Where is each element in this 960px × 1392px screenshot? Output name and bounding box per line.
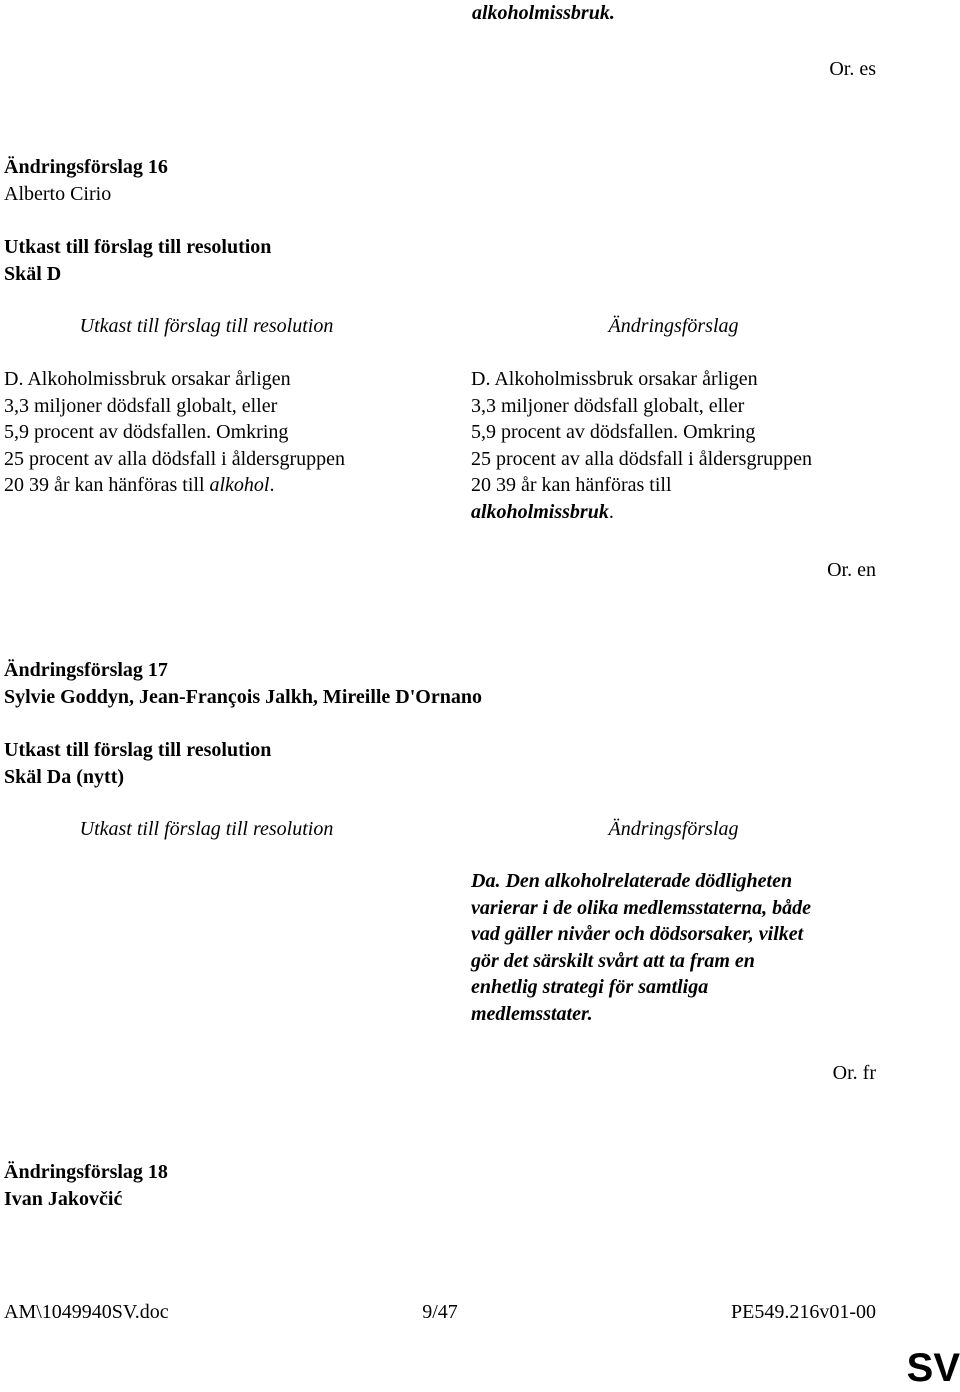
amendment-16-left-column-header: Utkast till förslag till resolution xyxy=(79,315,334,337)
footer-language-code: SV xyxy=(906,1346,960,1390)
amendment-17-heading: Ändringsförslag 17 xyxy=(4,659,168,681)
amendment-17-amended-text: Da. Den alkoholrelaterade dödligheten varierar i de olika medlemsstaterna, både vad gäller nivåer och dödsorsaker, vilket gör det särskilt svårt att ta fram en enhetlig strategi för samtliga medlemsstater. xyxy=(471,870,811,1025)
original-language-en: Or. en xyxy=(827,559,876,581)
amendment-17-reference: Skäl Da (nytt) xyxy=(4,766,125,788)
carryover-text: alkoholmissbruk. xyxy=(472,2,615,24)
footer-document-reference: AM\1049940SV.doc xyxy=(4,1301,169,1323)
amendment-16-document: Utkast till förslag till resolution xyxy=(4,236,272,258)
footer-pe-reference: PE549.216v01-00 xyxy=(731,1301,876,1323)
amendment-18-author: Ivan Jakovčić xyxy=(4,1188,123,1210)
amendment-17-right-column-header: Ändringsförslag xyxy=(608,818,739,840)
amendment-18-heading: Ändringsförslag 18 xyxy=(4,1161,168,1183)
amendment-16-original-text: D. Alkoholmissbruk orsakar årligen 3,3 miljoner dödsfall globalt, eller 5,9 procent av dödsfallen. Omkring 25 procent av alla dödsfall i åldersgruppen 20 39 år kan hänföras till alkohol. xyxy=(4,368,345,496)
amendment-16-heading: Ändringsförslag 16 xyxy=(4,156,168,178)
amendment-16-right-column-header: Ändringsförslag xyxy=(608,315,739,337)
amendment-17-authors: Sylvie Goddyn, Jean-François Jalkh, Mireille D'Ornano xyxy=(4,686,482,708)
footer-page-number: 9/47 xyxy=(422,1301,458,1323)
original-language-es: Or. es xyxy=(829,58,876,80)
original-language-fr: Or. fr xyxy=(832,1062,876,1084)
amendment-16-reference: Skäl D xyxy=(4,263,62,285)
amendment-17-left-column-header: Utkast till förslag till resolution xyxy=(79,818,334,840)
amendment-16-amended-text: D. Alkoholmissbruk orsakar årligen 3,3 miljoner dödsfall globalt, eller 5,9 procent av dödsfallen. Omkring 25 procent av alla dödsfall i åldersgruppen 20 39 år kan hänföras till alkoholmissbruk. xyxy=(471,368,812,523)
amendment-16-author: Alberto Cirio xyxy=(4,183,112,205)
inserted-word: alkoholmissbruk xyxy=(471,500,609,523)
amendment-17-document: Utkast till förslag till resolution xyxy=(4,739,272,761)
deleted-word: alkohol xyxy=(209,474,270,496)
